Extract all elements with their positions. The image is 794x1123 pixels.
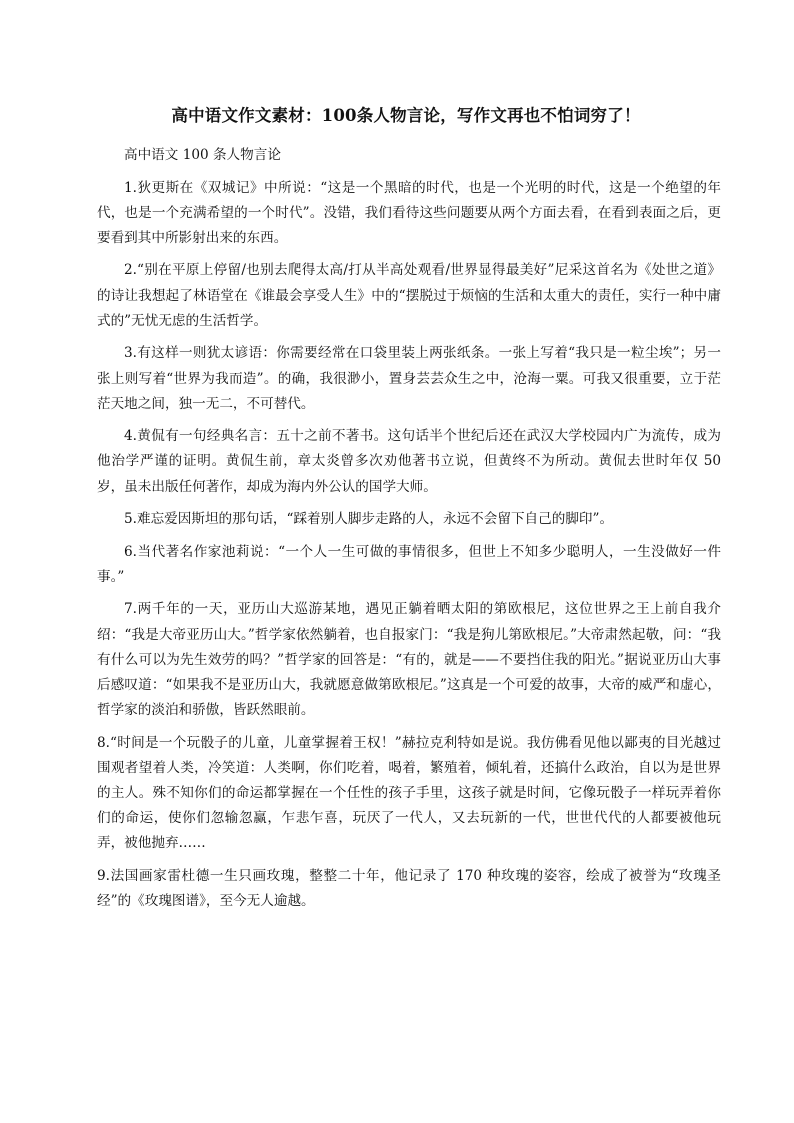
quote-paragraph-6: 6.当代著名作家池莉说：“一个人一生可做的事情很多，但世上不知多少聪明人，一生没做好一件事。”	[97, 543, 721, 585]
quote-paragraph-4: 4.黄侃有一句经典名言：五十之前不著书。这句话半个世纪后还在武汉大学校园内广为流传，成为他治学严谨的证明。黄侃生前，章太炎曾多次劝他著书立说，但黄终不为所动。黄侃去世时年仅 50 岁，虽未出版任何著作，却成为海内外公认的国学大师。	[97, 428, 721, 495]
quote-paragraph-3: 3.有这样一则犹太谚语：你需要经常在口袋里装上两张纸条。一张上写着“我只是一粒尘埃”；另一张上则写着“世界为我而造”。的确，我很渺小，置身芸芸众生之中，沧海一粟。可我又很重要，立于茫茫天地之间，独一无二，不可替代。	[97, 345, 721, 412]
quote-paragraph-2: 2.“别在平原上停留/也别去爬得太高/打从半高处观看/世界显得最美好”尼采这首名为《处世之道》的诗让我想起了林语堂在《谁最会享受人生》中的“摆脱过于烦恼的生活和太重大的责任，实行一种中庸式的”无忧无虑的生活哲学。	[97, 262, 721, 329]
document-body	[97, 143, 721, 922]
quote-paragraph-5: 5.难忘爱因斯坦的那句话，“踩着别人脚步走路的人，永远不会留下自己的脚印”。	[124, 511, 614, 528]
document-title: 高中语文作文素材：100条人物言论，写作文再也不怕词穷了！	[171, 106, 641, 125]
document-subtitle: 高中语文 100 条人物言论	[124, 147, 281, 163]
quote-paragraph-9: 9.法国画家雷杜德一生只画玫瑰，整整二十年，他记录了 170 种玫瑰的姿容，绘成了被誉为“玫瑰圣经”的《玫瑰图谱》，至今无人逾越。	[97, 867, 721, 910]
quote-paragraph-1: 1.狄更斯在《双城记》中所说：“这是一个黑暗的时代，也是一个光明的时代，这是一个绝望的年代，也是一个充满希望的一个时代”。没错，我们看待这些问题要从两个方面去看，在看到表面之后，更要看到其中所影射出来的东西。	[97, 179, 721, 246]
quote-paragraph-8: 8.“时间是一个玩骰子的儿童，儿童掌握着王权！”赫拉克利特如是说。我仿佛看见他以鄙夷的目光越过围观者望着人类，冷笑道：人类啊，你们吃着，喝着，繁殖着，倾轧着，还搞什么政治，自以为是世界的主人。殊不知你们的命运都掌握在一个任性的孩子手里，这孩子就是时间，它像玩骰子一样玩弄着你们的命运，使你们忽输忽赢，乍悲乍喜，玩厌了一代人，又去玩新的一代，世世代代的人都要被他玩弄，被他抛弃……	[97, 734, 721, 852]
quote-paragraph-7: 7.两千年的一天，亚历山大巡游某地，遇见正躺着晒太阳的第欧根尼，这位世界之王上前自我介绍：“我是大帝亚历山大。”哲学家依然躺着，也自报家门：“我是狗儿第欧根尼。”大帝肃然起敬，问：“我有什么可以为先生效劳的吗？”哲学家的回答是：“有的，就是——不要挡住我的阳光。”据说亚历山大事后感叹道：“如果我不是亚历山大，我就愿意做第欧根尼。”这真是一个可爱的故事，大帝的威严和虚心，哲学家的淡泊和骄傲，皆跃然眼前。	[97, 601, 721, 719]
